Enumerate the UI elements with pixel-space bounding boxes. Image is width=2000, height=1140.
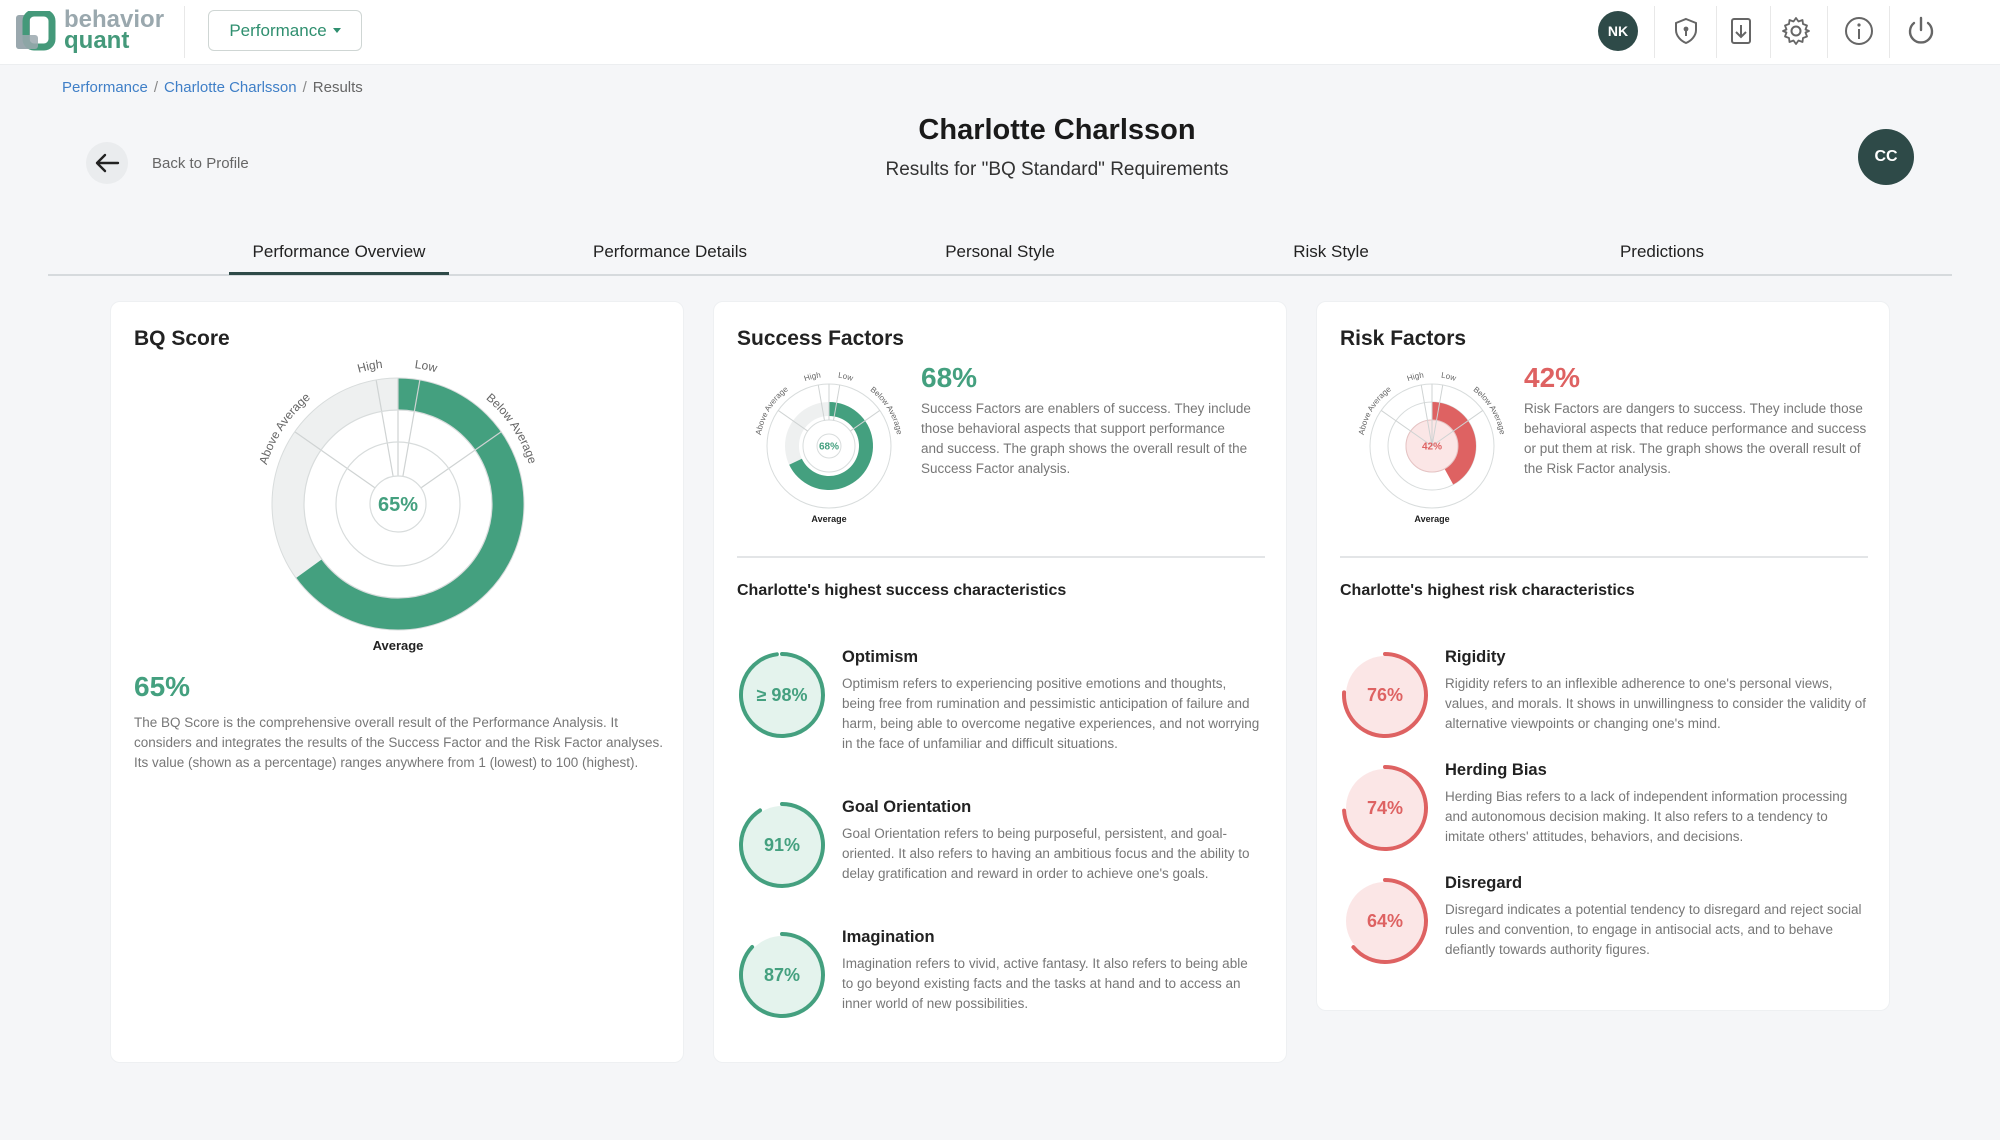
gauge-label-above-average: Above Average bbox=[1356, 384, 1393, 436]
progress-ring-value: 74% bbox=[1366, 798, 1404, 818]
characteristic-name: Optimism bbox=[842, 648, 919, 666]
module-dropdown[interactable] bbox=[208, 10, 362, 51]
divider bbox=[1770, 6, 1771, 58]
list-item bbox=[737, 930, 1267, 1040]
progress-ring-value: 64% bbox=[1366, 911, 1404, 931]
characteristic-description: Imagination refers to vivid, active fantasy. It also refers to being able to go beyond existing facts and the tasks at hand and to access an inner world of new possibilities. bbox=[842, 956, 1248, 1011]
divider bbox=[1340, 556, 1868, 558]
gauge-label-below-average: Below Average bbox=[868, 384, 904, 436]
progress-ring-value: ≥ 98% bbox=[756, 685, 808, 705]
gauge-label-above-average: Above Average bbox=[753, 384, 790, 436]
success-factors-value: 68% bbox=[921, 362, 978, 393]
bq-score-value: 65% bbox=[134, 671, 191, 702]
characteristic-description: Rigidity refers to an inflexible adherence to one's personal views, values, and morals. It shows in unwillingness to consider the validity of alternative viewpoints or changing one's mind. bbox=[1445, 676, 1866, 731]
list-item bbox=[1340, 763, 1870, 863]
logo-text: behavior quant bbox=[64, 6, 165, 54]
progress-ring-value: 87% bbox=[763, 965, 801, 985]
gauge-center-value: 42% bbox=[1421, 441, 1443, 453]
caret-down-icon bbox=[333, 28, 341, 33]
breadcrumb-link-performance[interactable]: Performance bbox=[62, 79, 148, 96]
divider bbox=[1889, 6, 1890, 58]
progress-ring bbox=[737, 650, 827, 740]
risk-factors-value: 42% bbox=[1524, 362, 1581, 393]
characteristic-description: Optimism refers to experiencing positive emotions and thoughts, being free from rumination and pessimistic anticipation of failure and harm, being able to overcome negative experiences, and not worrying in the face of unfamiliar and difficult situations. bbox=[842, 676, 1260, 751]
characteristic-description: Disregard indicates a potential tendency to disregard and reject social rules and convention, to engage in antisocial acts, and to behave defiantly towards authority figures. bbox=[1445, 902, 1862, 957]
gauge-label-below-average: Below Average bbox=[483, 390, 540, 466]
characteristic-name: Rigidity bbox=[1445, 648, 1506, 666]
logo[interactable] bbox=[14, 6, 174, 54]
risk-factors-gauge bbox=[1342, 358, 1522, 538]
progress-ring bbox=[737, 930, 827, 1020]
card-title: BQ Score bbox=[134, 327, 230, 350]
gauge-label-above-average: Above Average bbox=[256, 389, 313, 467]
list-item bbox=[1340, 650, 1870, 750]
characteristic-name: Disregard bbox=[1445, 874, 1523, 892]
characteristic-description: Herding Bias refers to a lack of independent information processing and autonomous decision making. It also refers to a tendency to imitate others' attitudes, behaviors, and decisions. bbox=[1445, 789, 1848, 844]
gauge-center-value: 65% bbox=[377, 494, 419, 516]
back-to-profile-link[interactable]: Back to Profile bbox=[152, 155, 249, 172]
section-title: Charlotte's highest success characteristics bbox=[737, 582, 1067, 599]
module-dropdown-label: Performance bbox=[229, 20, 327, 40]
characteristic-name: Goal Orientation bbox=[842, 798, 972, 816]
divider bbox=[1827, 6, 1828, 58]
characteristic-description: Goal Orientation refers to being purposeful, persistent, and goal-oriented. It also refers to having an ambitious focus and the ability to delay gratification and reward in order to achieve one's goals. bbox=[842, 826, 1250, 881]
gear-icon[interactable] bbox=[1776, 11, 1816, 51]
shield-icon[interactable] bbox=[1666, 11, 1706, 51]
bq-score-card bbox=[110, 301, 684, 1063]
characteristic-name: Imagination bbox=[842, 928, 935, 946]
divider bbox=[1654, 6, 1655, 58]
progress-ring-value: 91% bbox=[763, 835, 801, 855]
success-factors-gauge bbox=[739, 358, 919, 538]
list-item bbox=[737, 650, 1267, 780]
divider bbox=[737, 556, 1265, 558]
progress-ring-value: 76% bbox=[1366, 685, 1404, 705]
info-icon[interactable] bbox=[1839, 11, 1879, 51]
tab-predictions[interactable]: Predictions bbox=[1619, 242, 1705, 261]
breadcrumb: Performance / Charlotte Charlsson / Results bbox=[62, 79, 363, 96]
gauge-label-average: Average bbox=[811, 514, 847, 524]
gauge-label-low: Low bbox=[414, 357, 439, 376]
risk-factors-card bbox=[1316, 301, 1890, 1011]
page-subtitle: Results for "BQ Standard" Requirements bbox=[885, 159, 1229, 180]
divider bbox=[1716, 6, 1717, 58]
page-title: Charlotte Charlsson bbox=[918, 114, 1196, 146]
characteristic-name: Herding Bias bbox=[1445, 761, 1547, 779]
progress-ring bbox=[1340, 650, 1430, 740]
top-bar bbox=[0, 0, 2000, 65]
bq-score-gauge bbox=[248, 354, 548, 654]
success-factors-card bbox=[713, 301, 1287, 1063]
tab-performance-details[interactable]: Performance Details bbox=[592, 242, 747, 261]
list-item bbox=[737, 800, 1267, 920]
card-title: Success Factors bbox=[737, 327, 904, 350]
progress-ring bbox=[1340, 876, 1430, 966]
power-icon[interactable] bbox=[1901, 11, 1941, 51]
gauge-label-low: Low bbox=[837, 370, 855, 383]
tab-personal-style[interactable]: Personal Style bbox=[945, 242, 1055, 261]
gauge-label-high: High bbox=[802, 370, 822, 384]
download-icon[interactable] bbox=[1721, 11, 1761, 51]
profile-avatar: CC bbox=[1858, 129, 1914, 185]
gauge-label-high: High bbox=[1405, 370, 1425, 384]
gauge-label-average: Average bbox=[372, 638, 424, 653]
breadcrumb-link-profile[interactable]: Charlotte Charlsson bbox=[164, 79, 297, 96]
gauge-label-below-average: Below Average bbox=[1471, 384, 1507, 436]
logo-icon bbox=[14, 11, 56, 51]
risk-factors-description: Risk Factors are dangers to success. They include those behavioral aspects that reduce performance and success or put them at risk. The graph shows the overall result of the Risk Factor analysis. bbox=[1524, 401, 1867, 476]
tab-risk-style[interactable]: Risk Style bbox=[1293, 242, 1369, 261]
success-factors-description: Success Factors are enablers of success. They include those behavioral aspects that support performance and success. The graph shows the overall result of the Success Factor analysis. bbox=[921, 401, 1251, 476]
gauge-label-low: Low bbox=[1440, 370, 1458, 383]
tab-performance-overview[interactable]: Performance Overview bbox=[229, 242, 449, 275]
section-title: Charlotte's highest risk characteristics bbox=[1340, 582, 1635, 599]
divider bbox=[184, 6, 185, 58]
list-item bbox=[1340, 876, 1870, 976]
bq-score-description: The BQ Score is the comprehensive overall result of the Performance Analysis. It considers and integrates the results of the Success Factor and the Risk Factor analyses. Its value (shown as a percentage) ranges anywhere from 1 (lowest) to 100 (highest). bbox=[134, 715, 664, 770]
gauge-center-value: 68% bbox=[818, 441, 840, 453]
gauge-label-average: Average bbox=[1414, 514, 1450, 524]
progress-ring bbox=[1340, 763, 1430, 853]
progress-ring bbox=[737, 800, 827, 890]
breadcrumb-current: Results bbox=[312, 79, 363, 96]
user-avatar[interactable]: NK bbox=[1598, 11, 1638, 51]
card-title: Risk Factors bbox=[1340, 327, 1467, 350]
gauge-label-high: High bbox=[355, 356, 384, 376]
